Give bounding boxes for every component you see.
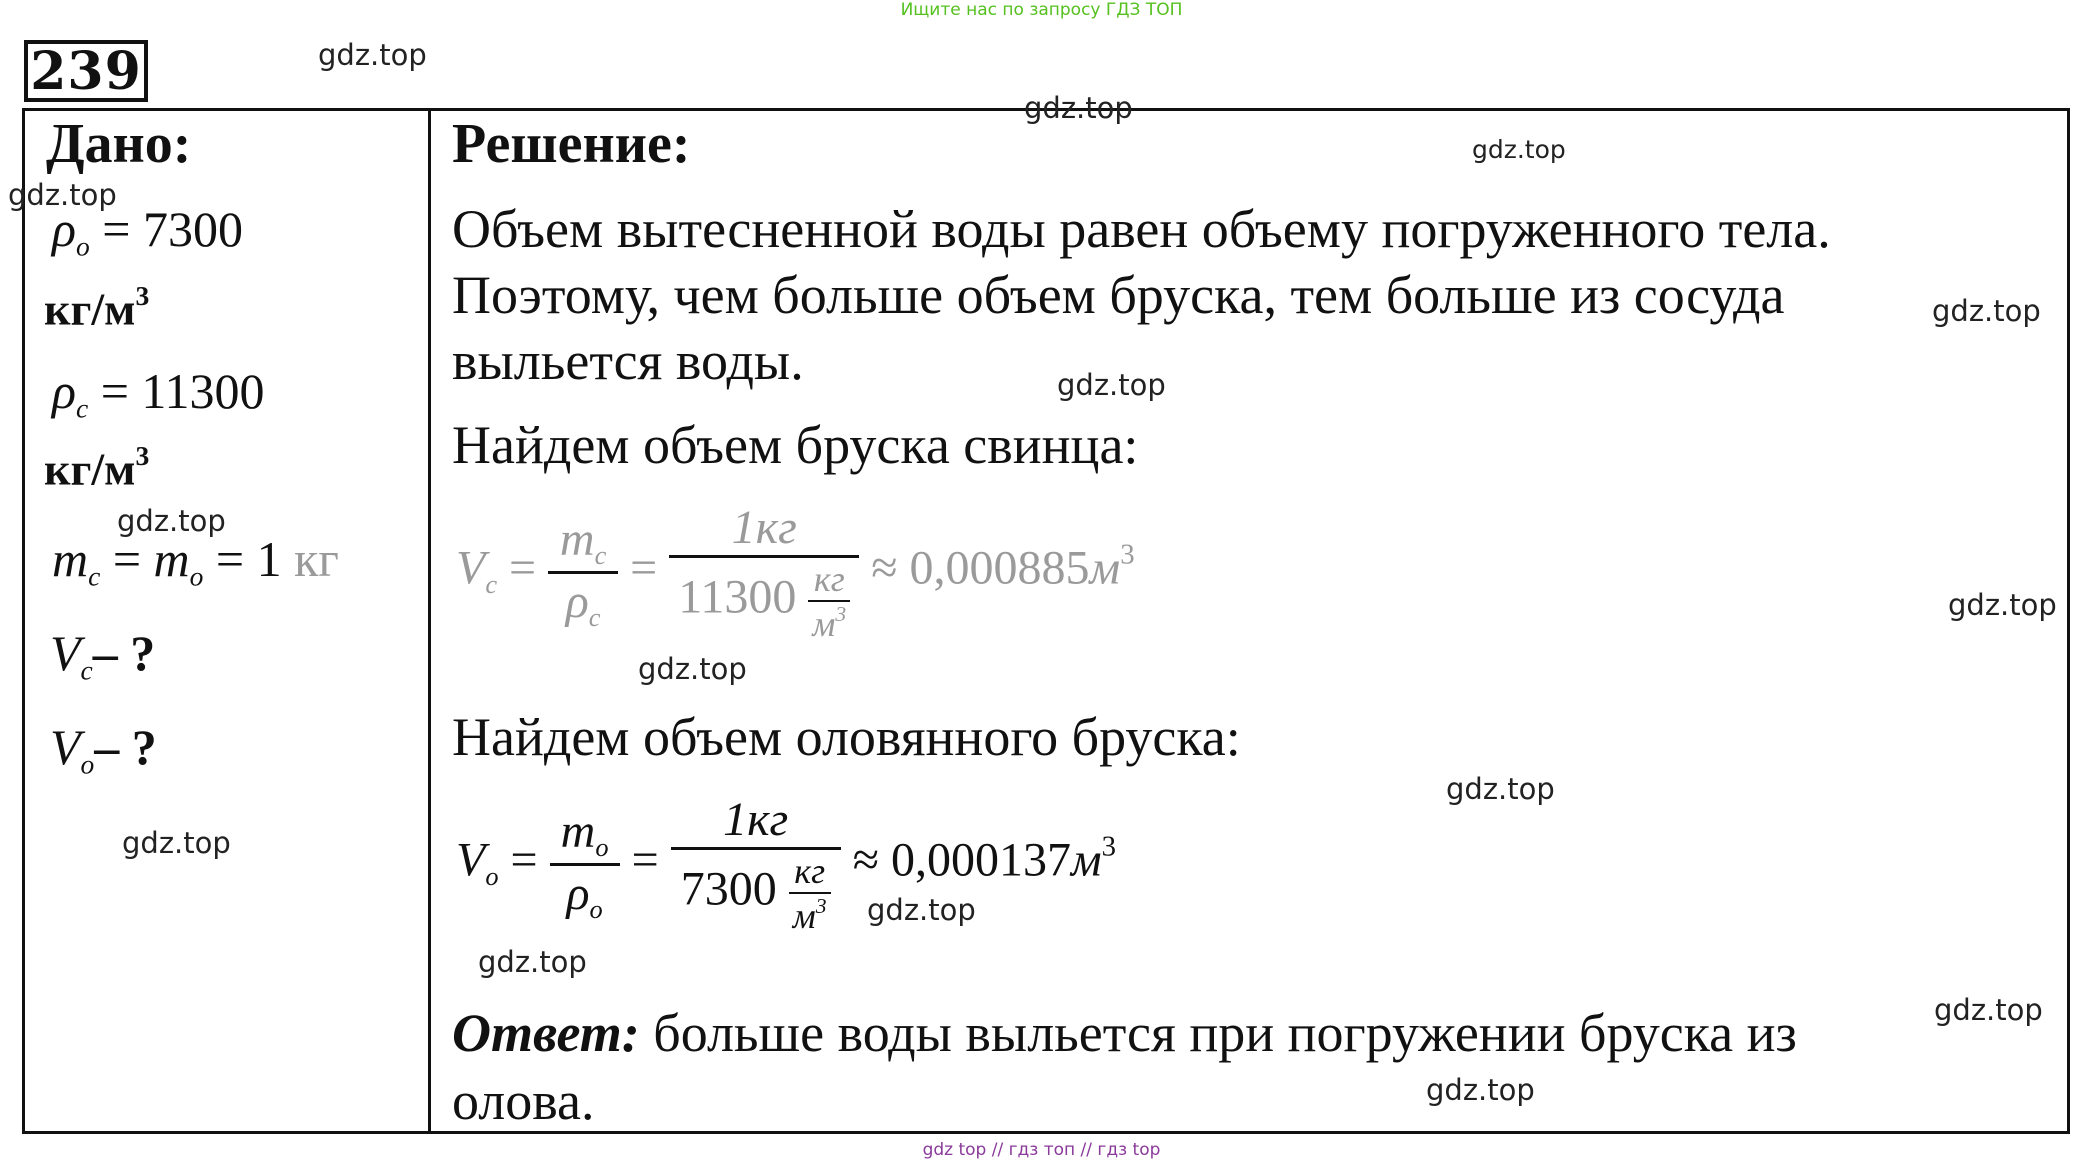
watermark: gdz.top [318, 38, 427, 72]
given-rho-c-unit: $кг/м^3$ [44, 440, 150, 495]
watermark: gdz.top [117, 504, 226, 538]
given-mass: $m_c = m_o = 1$ кг [52, 531, 339, 592]
given-rho-o-unit: $кг/м^3$ [44, 280, 150, 335]
answer-line-1: Ответ: больше воды выльется при погружении бруска из [452, 1003, 1797, 1063]
formula-lead-volume: $V_c$ = $\frac{m_c}{\rho_c}$ = 1кг 11300 $\frac{кг}{м^3}$ ≈ $0,000885м^3$ [456, 501, 1135, 645]
given-title: Дано: [46, 113, 192, 175]
given-find-vc: $V_c-$ ? [50, 625, 156, 686]
solution-title: Решение: [452, 113, 691, 175]
top-banner[interactable]: Ищите нас по запросу ГДЗ ТОП [900, 0, 1183, 20]
solution-line-2: Поэтому, чем больше объем бруска, тем больше из сосуда [452, 265, 1785, 325]
watermark: gdz.top [478, 945, 587, 979]
watermark: gdz.top [1932, 294, 2041, 328]
watermark: gdz.top [1446, 772, 1555, 806]
watermark: gdz.top [1024, 91, 1133, 125]
watermark: gdz.top [638, 652, 747, 686]
watermark: gdz.top [1472, 135, 1566, 164]
solution-line-4: Найдем объем бруска свинца: [452, 415, 1139, 475]
problem-number: 239 [24, 40, 148, 102]
solution-line-5: Найдем объем оловянного бруска: [452, 707, 1241, 767]
watermark: gdz.top [1057, 368, 1166, 402]
watermark: gdz.top [1934, 993, 2043, 1027]
watermark: gdz.top [8, 178, 117, 212]
watermark: gdz.top [1426, 1073, 1535, 1107]
watermark: gdz.top [867, 893, 976, 927]
solution-line-1: Объем вытесненной воды равен объему погруженного тела. [452, 199, 1831, 259]
bottom-banner[interactable]: gdz top // гдз топ // гдз top [922, 1140, 1161, 1160]
column-divider [428, 108, 431, 1134]
solution-line-3: выльется воды. [452, 331, 804, 391]
given-rho-c: $\rho_c = 11300$ [52, 363, 265, 424]
answer-line-2: олова. [452, 1071, 595, 1131]
watermark: gdz.top [122, 826, 231, 860]
formula-tin-volume: $V_o$ = $\frac{m_o}{\rho_o}$ = 1кг 7300 $\frac{кг}{м^3}$ ≈ $0,000137м^3$ [456, 793, 1117, 937]
watermark: gdz.top [1948, 588, 2057, 622]
given-find-vo: $V_o-$ ? [50, 719, 157, 780]
given-rho-o: $\rho_o = 7300$ [52, 201, 243, 262]
